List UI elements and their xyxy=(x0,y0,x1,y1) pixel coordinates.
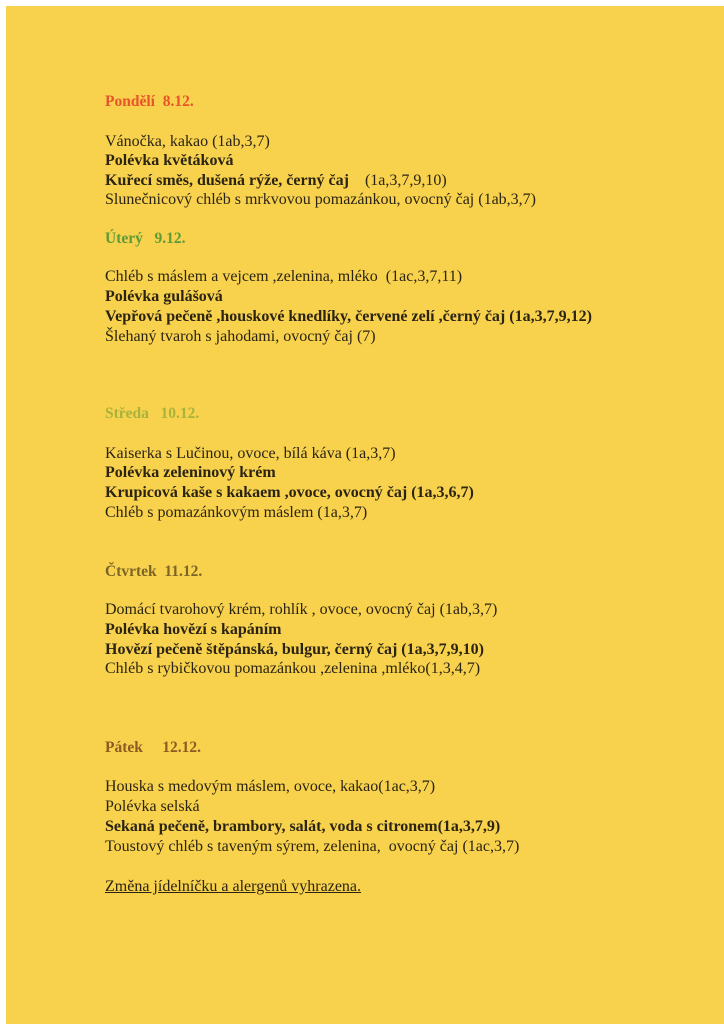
menu-line-soup: Polévka květáková xyxy=(105,152,234,169)
menu-line-main: Vepřová pečeně ,houskové knedlíky, červené zelí ,černý čaj (1a,3,7,9,12) xyxy=(105,308,592,325)
day-heading: Úterý 9.12. xyxy=(105,230,186,247)
menu-line-snack: Chléb s rybičkovou pomazánkou ,zelenina ,mléko(1,3,4,7) xyxy=(105,660,481,677)
allergens: (1a,3,7,9,10) xyxy=(348,172,447,189)
menu-line-snack: Toustový chléb s taveným sýrem, zelenina, ovocný čaj (1ac,3,7) xyxy=(105,838,520,855)
menu-line-breakfast: Vánočka, kakao (1ab,3,7) xyxy=(105,133,270,150)
menu-line-soup: Polévka gulášová xyxy=(105,288,223,305)
menu-line-main xyxy=(105,171,447,190)
menu-line-breakfast: Houska s medovým máslem, ovoce, kakao(1ac,3,7) xyxy=(105,778,436,795)
menu-line-main: Hovězí pečeně štěpánská, bulgur, černý čaj (1a,3,7,9,10) xyxy=(105,641,484,658)
menu-line-breakfast: Kaiserka s Lučinou, ovoce, bílá káva (1a,3,7) xyxy=(105,445,396,462)
day-heading: Středa 10.12. xyxy=(105,405,200,422)
day-heading: Pondělí 8.12. xyxy=(105,93,194,110)
menu-line-soup: Polévka zeleninový krém xyxy=(105,464,276,481)
menu-line-snack: Chléb s pomazánkovým máslem (1a,3,7) xyxy=(105,504,368,521)
day-heading: Čtvrtek 11.12. xyxy=(105,563,203,580)
main-dish: Kuřecí směs, dušená rýže, černý čaj xyxy=(105,172,349,189)
menu-line-snack: Slunečnicový chléb s mrkvovou pomazánkou, ovocný čaj (1ab,3,7) xyxy=(105,191,536,208)
menu-line-soup: Polévka hovězí s kapáním xyxy=(105,621,282,638)
day-heading: Pátek 12.12. xyxy=(105,739,202,756)
menu-page xyxy=(6,6,724,1024)
menu-line-breakfast: Domácí tvarohový krém, rohlík , ovoce, ovocný čaj (1ab,3,7) xyxy=(105,601,498,618)
menu-line-breakfast: Chléb s máslem a vejcem ,zelenina, mléko (1ac,3,7,11) xyxy=(105,268,463,285)
menu-disclaimer: Změna jídelníčku a alergenů vyhrazena. xyxy=(105,878,362,895)
menu-line-snack: Šlehaný tvaroh s jahodami, ovocný čaj (7) xyxy=(105,328,376,345)
menu-line-soup: Polévka selská xyxy=(105,798,200,815)
menu-line-main: Krupicová kaše s kakaem ,ovoce, ovocný čaj (1a,3,6,7) xyxy=(105,484,474,501)
menu-line-main: Sekaná pečeně, brambory, salát, voda s citronem(1a,3,7,9) xyxy=(105,818,501,835)
